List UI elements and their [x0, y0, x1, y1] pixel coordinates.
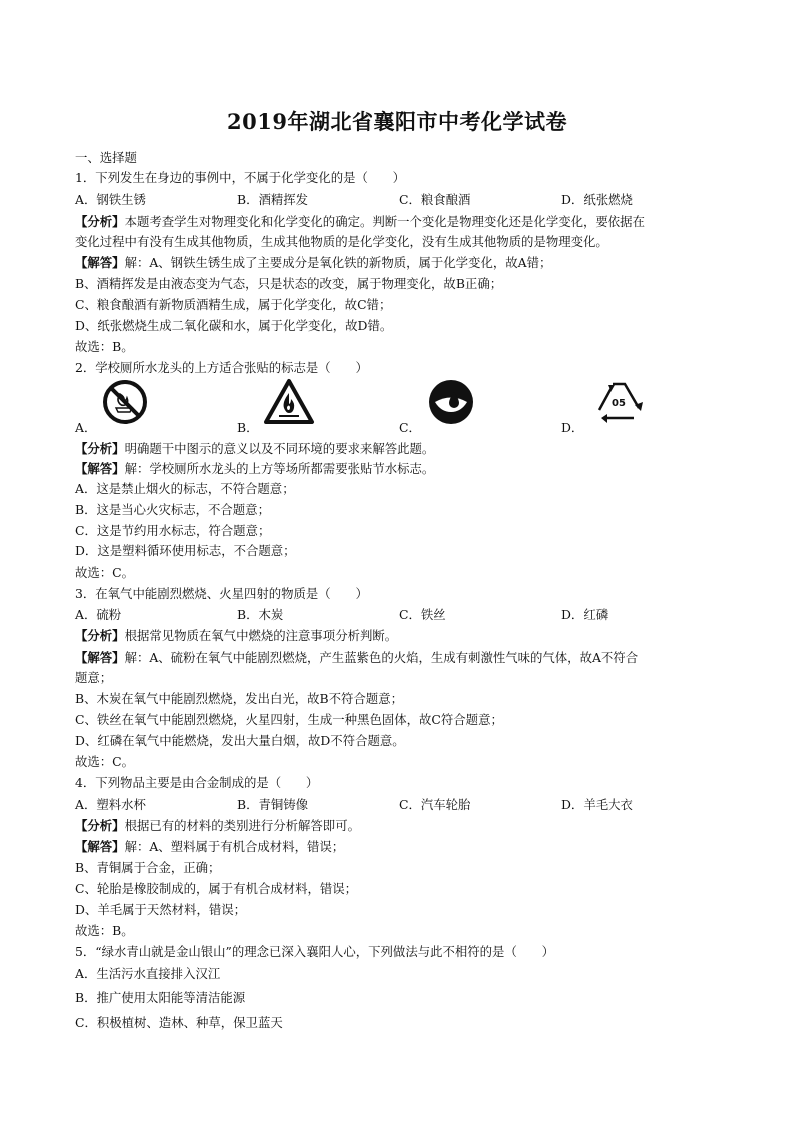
answer-tag: 【解答】 — [75, 650, 125, 665]
q4-final-answer: 故选：B。 — [75, 923, 134, 938]
q1-options — [75, 192, 725, 208]
q3-answer-line: C、铁丝在氧气中能剧烈燃烧，火星四射，生成一种黑色固体，故C符合题意； — [75, 712, 503, 727]
q2-label-a: A． — [75, 420, 97, 435]
q2-answer-line: C．这是节约用水标志，符合题意； — [75, 523, 271, 538]
q5-option-a: A．生活污水直接排入汉江 — [75, 966, 221, 981]
q2-label-b: B． — [237, 420, 259, 435]
q1-analysis-cont: 变化过程中有没有生成其他物质，生成其他物质的是化学变化，没有生成其他物质的是物理变化。 — [75, 234, 608, 249]
analysis-text: 本题考查学生对物理变化和化学变化的确定。判断一个变化是物理变化还是化学变化，要依据在 — [124, 214, 645, 229]
q2-answer-line: B．这是当心火灾标志，不合题意； — [75, 502, 270, 517]
analysis-text: 根据已有的材料的类别进行分析解答即可。 — [124, 818, 360, 833]
q1-option-a: A．钢铁生锈 — [75, 192, 146, 207]
q3-stem: 3．在氧气中能剧烈燃烧、火星四射的物质是（ ） — [75, 586, 368, 601]
answer-tag: 【解答】 — [75, 839, 125, 854]
section-heading: 一、选择题 — [75, 150, 137, 165]
q3-options — [75, 607, 725, 623]
q4-stem: 4．下列物品主要是由合金制成的是（ ） — [75, 775, 319, 790]
q5-option-c: C．积极植树、造林、种草，保卫蓝天 — [75, 1015, 283, 1030]
analysis-tag: 【分析】 — [75, 628, 125, 643]
q2-label-c: C． — [399, 420, 421, 435]
q2-answer-line: A．这是禁止烟火的标志，不符合题意； — [75, 481, 295, 496]
q3-analysis — [75, 628, 397, 644]
q1-answer — [75, 255, 551, 271]
analysis-text: 明确题干中图示的意义以及不同环境的要求来解答此题。 — [124, 441, 435, 456]
q3-final-answer: 故选：C。 — [75, 754, 135, 769]
q1-answer-line: B、酒精挥发是由液态变为气态，只是状态的改变，属于物理变化，故B正确； — [75, 276, 503, 291]
q3-option-c: C．铁丝 — [399, 607, 446, 622]
q4-answer-line: B、青铜属于合金，正确； — [75, 860, 221, 875]
q2-icon-options — [75, 378, 725, 434]
q4-answer-line: D、羊毛属于天然材料，错误； — [75, 902, 247, 917]
q2-answer — [75, 461, 434, 477]
q1-answer-line: C、粮食酿酒有新物质酒精生成，属于化学变化，故C错； — [75, 297, 392, 312]
q2-final-answer: 故选：C。 — [75, 565, 135, 580]
answer-text: 解：A、塑料属于有机合成材料，错误； — [124, 839, 345, 854]
plastic-recycling-symbol-icon — [593, 378, 645, 428]
q3-option-a: A．硫粉 — [75, 607, 122, 622]
q5-stem: 5．“绿水青山就是金山银山”的理念已深入襄阳人心，下列做法与此不相符的是（ ） — [75, 944, 555, 959]
q4-option-b: B．青铜铸像 — [237, 797, 309, 812]
q3-answer-line: B、木炭在氧气中能剧烈燃烧，发出白光，故B不符合题意； — [75, 691, 403, 706]
q2-stem: 2．学校厕所水龙头的上方适合张贴的标志是（ ） — [75, 360, 368, 375]
q1-stem: 1．下列发生在身边的事例中，不属于化学变化的是（ ） — [75, 170, 406, 185]
analysis-tag: 【分析】 — [75, 214, 125, 229]
answer-text: 解：A、硫粉在氧气中能剧烈燃烧，产生蓝紫色的火焰，生成有刺激性气味的气体，故A不符合 — [124, 650, 639, 665]
q4-option-c: C．汽车轮胎 — [399, 797, 471, 812]
answer-text: 解：A、钢铁生锈生成了主要成分是氧化铁的新物质，属于化学变化，故A错； — [124, 255, 552, 270]
q3-option-d: D．红磷 — [561, 607, 609, 622]
q1-analysis — [75, 214, 645, 230]
q1-option-b: B．酒精挥发 — [237, 192, 309, 207]
analysis-tag: 【分析】 — [75, 441, 125, 456]
analysis-tag: 【分析】 — [75, 818, 125, 833]
q2-answer-line: D．这是塑料循环使用标志，不合题意； — [75, 543, 296, 558]
no-fire-sign-icon — [101, 378, 149, 426]
q4-option-a: A．塑料水杯 — [75, 797, 146, 812]
q1-final-answer: 故选：B。 — [75, 339, 134, 354]
q3-option-b: B．木炭 — [237, 607, 284, 622]
q4-analysis — [75, 818, 360, 834]
analysis-text: 根据常见物质在氧气中燃烧的注意事项分析判断。 — [124, 628, 398, 643]
answer-tag: 【解答】 — [75, 255, 125, 270]
q2-label-d: D． — [561, 420, 584, 435]
water-saving-sign-icon — [427, 378, 475, 426]
q4-option-d: D．羊毛大衣 — [561, 797, 633, 812]
q3-answer-line: D、红磷在氧气中能燃烧，发出大量白烟，故D不符合题意。 — [75, 733, 405, 748]
fire-warning-triangle-icon — [263, 378, 315, 426]
q3-answer — [75, 650, 638, 666]
q4-options — [75, 797, 725, 813]
q1-option-c: C．粮食酿酒 — [399, 192, 471, 207]
q4-answer — [75, 839, 344, 855]
page-title: 2019年湖北省襄阳市中考化学试卷 — [227, 109, 567, 134]
recycle-code: 05 — [612, 398, 626, 409]
q4-answer-line: C、轮胎是橡胶制成的，属于有机合成材料，错误； — [75, 881, 358, 896]
answer-tag: 【解答】 — [75, 461, 125, 476]
q1-option-d: D．纸张燃烧 — [561, 192, 633, 207]
q2-analysis — [75, 441, 434, 457]
q3-answer-line: 题意； — [75, 670, 113, 685]
q5-option-b: B．推广使用太阳能等清洁能源 — [75, 990, 246, 1005]
answer-text: 解：学校厕所水龙头的上方等场所都需要张贴节水标志。 — [124, 461, 435, 476]
q1-answer-line: D、纸张燃烧生成二氧化碳和水，属于化学变化，故D错。 — [75, 318, 393, 333]
